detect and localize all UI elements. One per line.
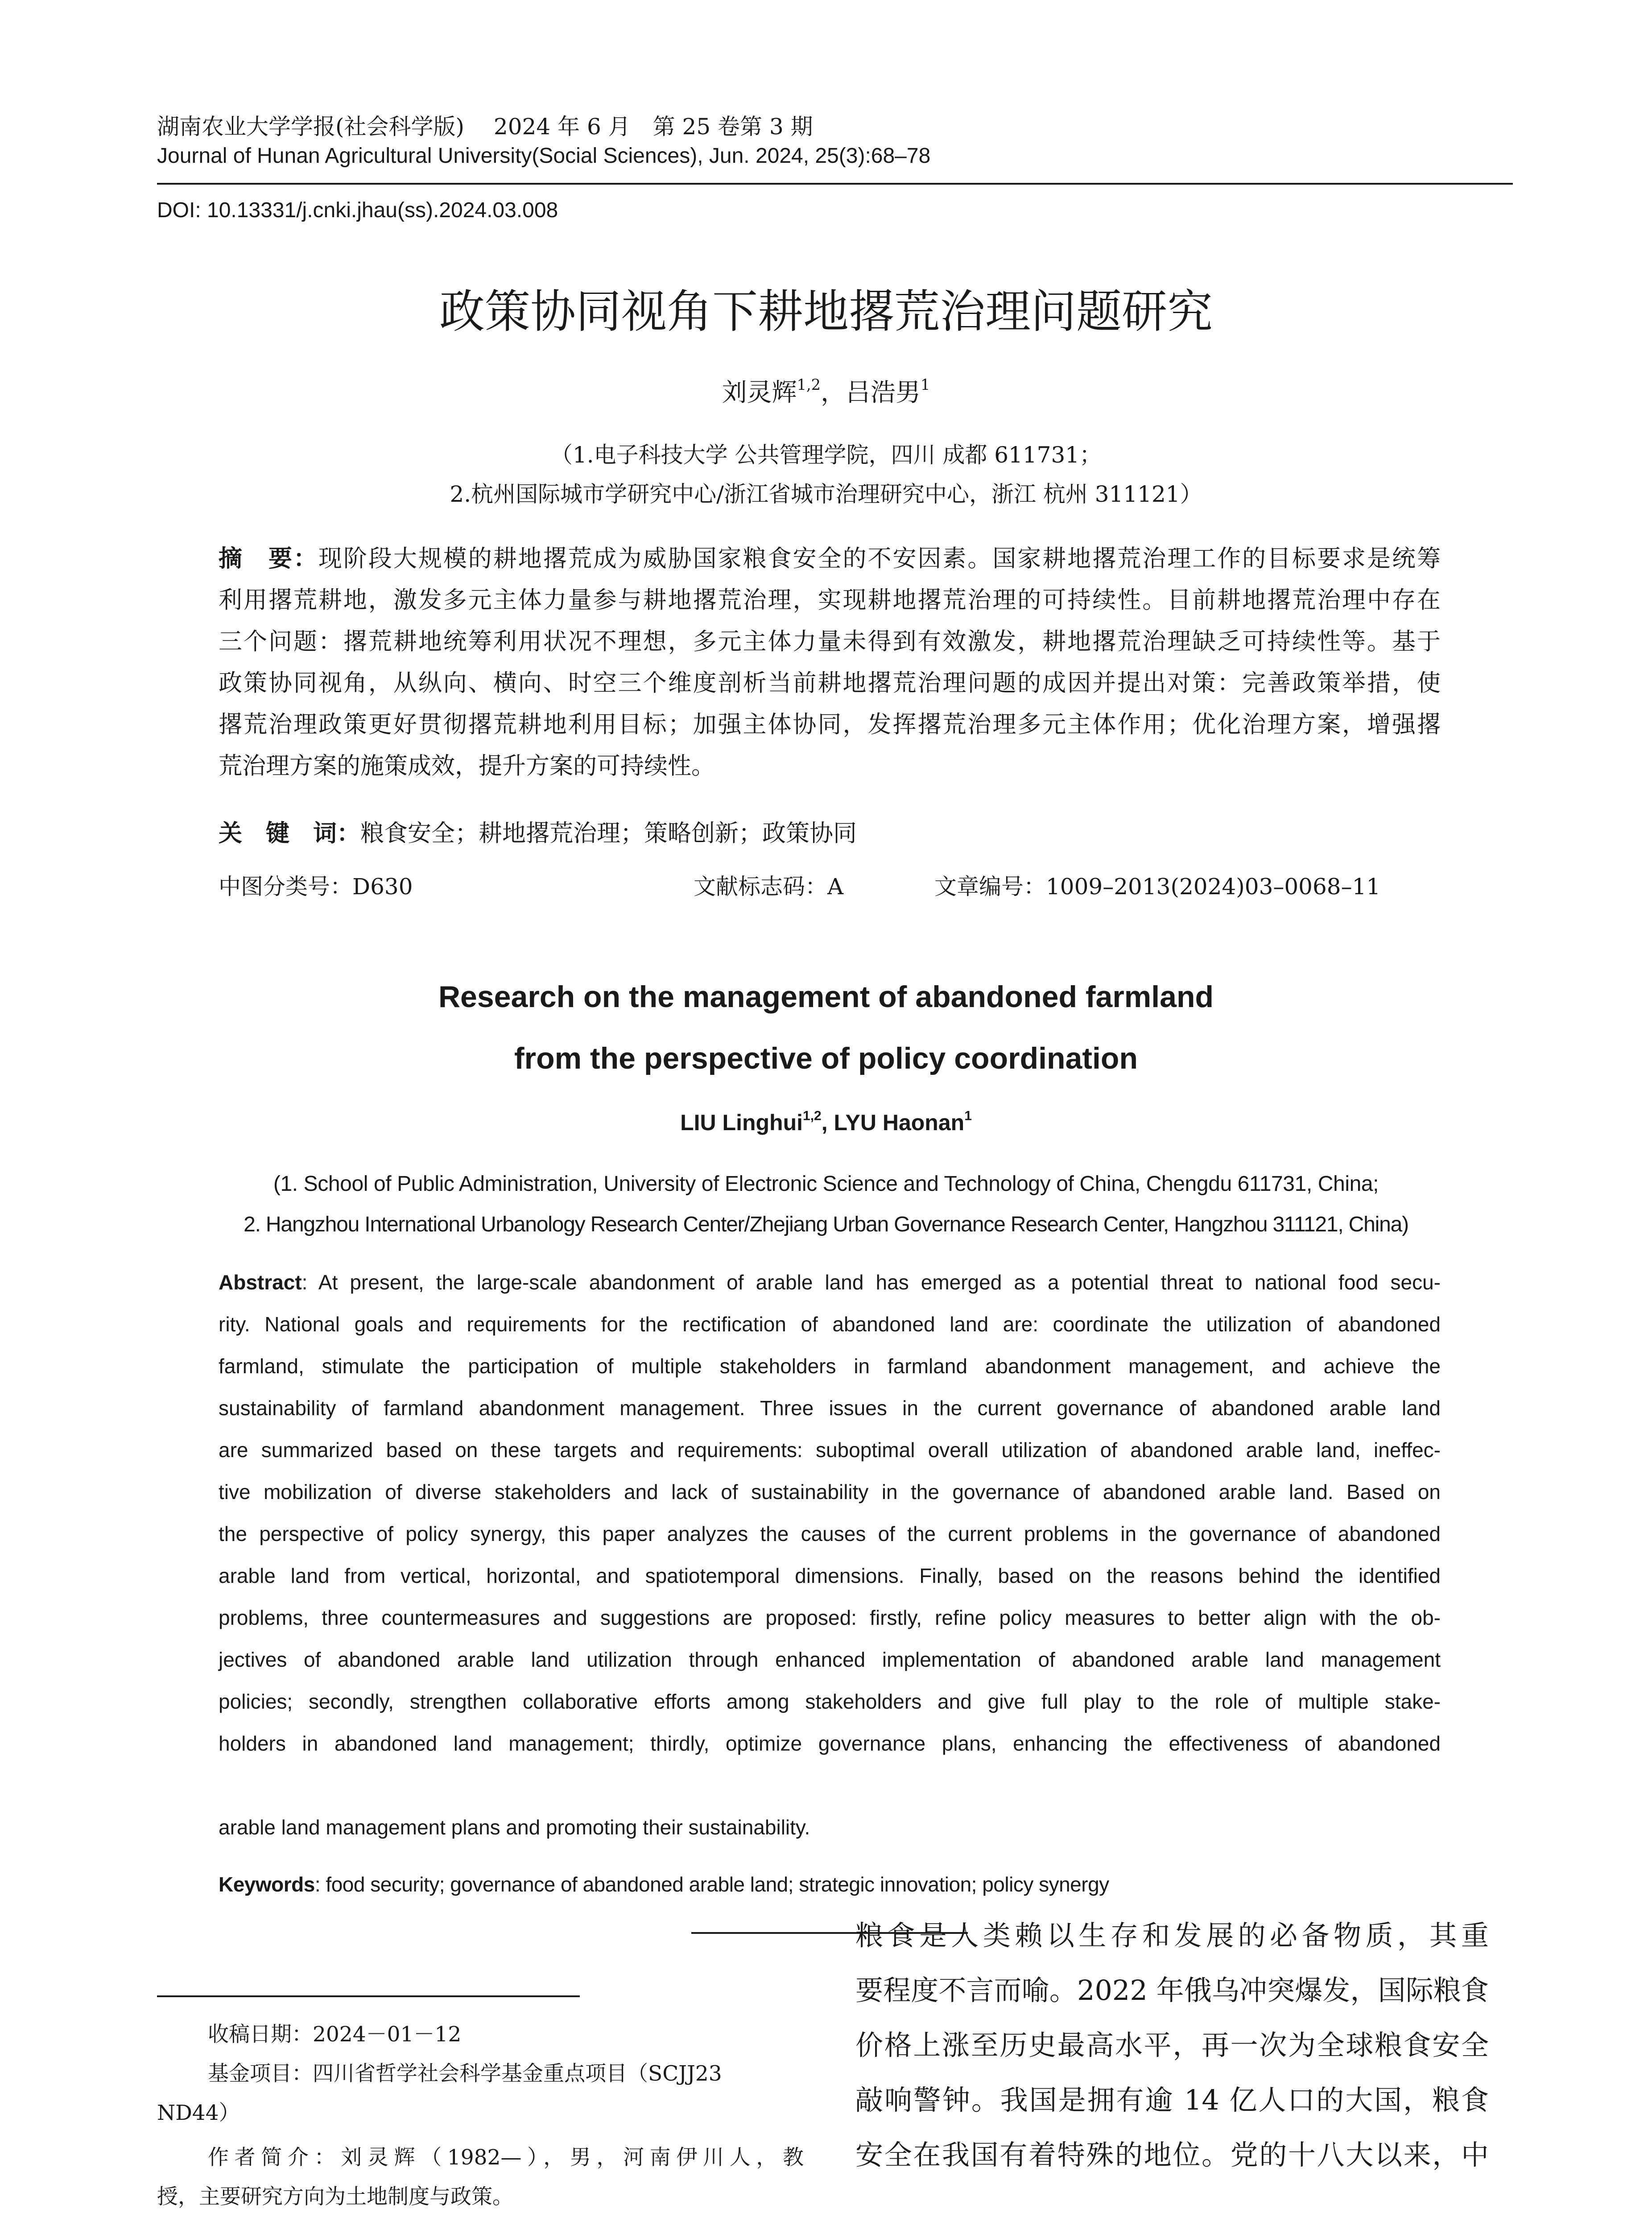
body-line-2: 要程度不言而喻。2022 年俄乌冲突爆发，国际粮食 [855, 1974, 1489, 2007]
abstract-en-line-3: farmland, stimulate the participation of multiple stakeholders in farmland abandonment management, and achieve the [219, 1355, 1441, 1378]
footnote-author-bio: 作者简介：刘灵辉（1982—），男，河南伊川人，教 [208, 2145, 804, 2170]
keywords-cn-text: 粮食安全；耕地撂荒治理；策略创新；政策协同 [360, 820, 857, 847]
author-2-cn: 吕浩男 [846, 378, 921, 407]
abstract-en-line-10: jectives of abandoned arable land utilization through enhanced implementation of abandoned arable land management [219, 1648, 1441, 1671]
clc-number: 中图分类号：D630 [219, 874, 413, 900]
abstract-en-line-5: are summarized based on these targets and requirements: suboptimal overall utilization of abandoned arable land, ineffec- [219, 1438, 1441, 1462]
abstract-cn-line-4: 政策协同视角，从纵向、横向、时空三个维度剖析当前耕地撂荒治理问题的成因并提出对策：完善政策举措，使 [219, 669, 1441, 697]
author-1-cn: 刘灵辉 [722, 378, 797, 407]
affiliation-cn-1: （1.电子科技大学 公共管理学院，四川 成都 611731； [550, 442, 1102, 468]
body-line-3: 价格上涨至历史最高水平，再一次为全球粮食安全 [855, 2029, 1489, 2061]
footnote-author-bio-cont: 授，主要研究方向为土地制度与政策。 [157, 2185, 513, 2209]
author-1-en: LIU Linghui [680, 1110, 803, 1135]
abstract-en-line-2: rity. National goals and requirements for the rectification of abandoned land are: coordinate the utilization of abandoned [219, 1313, 1441, 1336]
abstract-cn-line-2: 利用撂荒耕地，激发多元主体力量参与耕地撂荒治理，实现耕地撂荒治理的可持续性。目前耕地撂荒治理中存在 [219, 586, 1441, 614]
abstract-en-line-11: policies; secondly, strengthen collaborative efforts among stakeholders and give full play to the role of multiple stake- [219, 1690, 1441, 1713]
affiliation-en-1: (1. School of Public Administration, University of Electronic Science and Technology of China, Chengdu 611731, China; [273, 1172, 1379, 1196]
footnote-fund: 基金项目：四川省哲学社会科学基金重点项目（SCJJ23 [208, 2061, 722, 2086]
body-line-1: 粮食是人类赖以生存和发展的必备物质，其重 [855, 1919, 1489, 1952]
abstract-en-label: Abstract [219, 1271, 302, 1294]
keywords-en [219, 1872, 1109, 1896]
keywords-cn [219, 814, 857, 848]
affiliation-en-2: 2. Hangzhou International Urbanology Research Center/Zhejiang Urban Governance Research Center, Hangzhou 311121, China) [244, 1213, 1408, 1236]
authors-cn [157, 373, 1495, 409]
author-1-sup: 1,2 [797, 376, 821, 393]
abstract-cn-label: 摘 要： [219, 545, 318, 572]
abstract-cn-line-3: 三个问题：撂荒耕地统筹利用状况不理想，多元主体力量未得到有效激发，耕地撂荒治理缺乏可持续性等。基于 [219, 628, 1441, 655]
abstract-en-line-8: arable land from vertical, horizontal, and spatiotemporal dimensions. Finally, based on the reasons behind the identified [219, 1564, 1441, 1587]
abstract-en-line-1: Abstract: At present, the large-scale abandonment of arable land has emerged as a potential threat to national food secu- [219, 1271, 1441, 1294]
affiliation-cn-2: 2.杭州国际城市学研究中心/浙江省城市治理研究中心，浙江 杭州 311121） [450, 481, 1202, 507]
author-2-en: LYU Haonan [834, 1110, 965, 1135]
header-rule [157, 183, 1513, 185]
author-separator: ， [821, 378, 846, 407]
journal-header-cn: 湖南农业大学学报(社会科学版) 2024 年 6 月 第 25 卷第 3 期 [157, 114, 813, 140]
abstract-en-line-6: tive mobilization of diverse stakeholders and lack of sustainability in the governance of abandoned arable land. Based on [219, 1480, 1441, 1503]
abstract-cn-line-5: 撂荒治理政策更好贯彻撂荒耕地利用目标；加强主体协同，发挥撂荒治理多元主体作用；优化治理方案，增强撂 [219, 711, 1441, 738]
journal-header-en: Journal of Hunan Agricultural University(Social Sciences), Jun. 2024, 25(3):68–78 [157, 144, 931, 168]
abstract-en-line-14: arable land management plans and promoting their sustainability. [219, 1816, 810, 1839]
keywords-cn-label: 关 键 词： [219, 819, 360, 847]
page-title-en-line-1: Research on the management of abandoned farmland [438, 980, 1214, 1014]
abstract-en-line-4: sustainability of farmland abandonment management. Three issues in the current governance of abandoned arable land [219, 1396, 1441, 1420]
keywords-en-text: : food security; governance of abandoned arable land; strategic innovation; policy synergy [314, 1873, 1109, 1896]
abstract-en-line-9: problems, three countermeasures and suggestions are proposed: firstly, refine policy measures to better align with the ob- [219, 1606, 1441, 1629]
page-title-cn: 政策协同视角下耕地撂荒治理问题研究 [439, 285, 1213, 339]
keywords-en-label: Keywords [219, 1873, 315, 1896]
body-line-5: 安全在我国有着特殊的地位。党的十八大以来，中 [855, 2139, 1489, 2171]
footnote-rule [157, 1995, 580, 1997]
abstract-cn-line-1: 摘 要：现阶段大规模的耕地撂荒成为威胁国家粮食安全的不安因素。国家耕地撂荒治理工作的目标要求是统筹 [219, 545, 1441, 572]
article-number: 文章编号：1009–2013(2024)03–0068–11 [934, 874, 1381, 900]
abstract-en-line-7: the perspective of policy synergy, this paper analyzes the causes of the current problems in the governance of abandoned [219, 1522, 1441, 1545]
body-line-4: 敲响警钟。我国是拥有逾 14 亿人口的大国，粮食 [855, 2084, 1489, 2116]
author-2-sup: 1 [921, 376, 930, 393]
abstract-en-line-12: holders in abandoned land management; thirdly, optimize governance plans, enhancing the effectiveness of abandoned [219, 1732, 1441, 1755]
document-code: 文献标志码：A [694, 874, 844, 900]
authors-en: LIU Linghui$^{1,2}$, LYU Haonan$^1$ [680, 1108, 972, 1135]
footnote-received-date: 收稿日期：2024－01－12 [208, 2022, 462, 2047]
page-title-en-line-2: from the perspective of policy coordination [514, 1041, 1138, 1075]
abstract-cn-line-6: 荒治理方案的施策成效，提升方案的可持续性。 [219, 752, 715, 780]
footnote-fund-cont: ND44） [157, 2101, 240, 2125]
doi: DOI: 10.13331/j.cnki.jhau(ss).2024.03.008 [157, 198, 558, 222]
